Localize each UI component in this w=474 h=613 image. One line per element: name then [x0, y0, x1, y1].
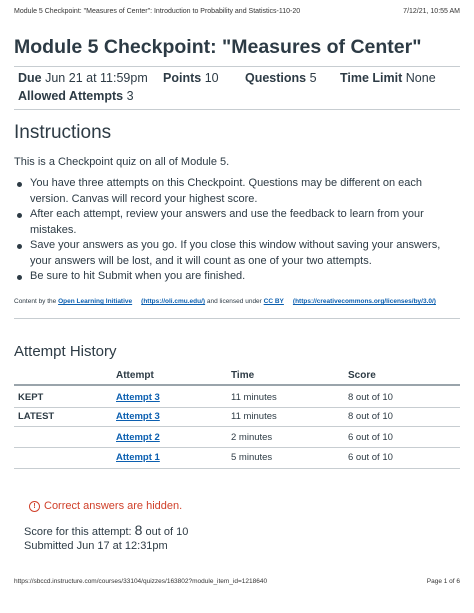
instruction-item: You have three attempts on this Checkpoint. Questions may be different on each version. Canvas will record your highest score.: [14, 176, 454, 207]
attempt-link[interactable]: Attempt 1: [116, 452, 160, 463]
attempt-score: 6 out of 10: [348, 432, 393, 443]
due-label: Due: [18, 71, 42, 85]
attempt-score-summary: Score for this attempt: 8 out of 10: [24, 522, 189, 538]
questions-value: 5: [309, 71, 317, 85]
print-header-datetime: 7/12/21, 10:55 AM: [403, 8, 460, 15]
points-meta: [163, 71, 219, 85]
due-meta: [18, 71, 148, 85]
col-header-score: Score: [348, 370, 376, 381]
due-value: Jun 21 at 11:59pm: [45, 71, 148, 85]
table-header-divider: [14, 384, 460, 386]
instruction-item: Be sure to hit Submit when you are finished.: [14, 269, 454, 285]
credit-divider: [14, 318, 460, 319]
points-label: Points: [163, 71, 202, 85]
row-divider: [14, 426, 460, 427]
bullet-icon: [17, 275, 22, 280]
attempt-time: 11 minutes: [231, 411, 277, 422]
print-footer-page: Page 1 of 6: [426, 578, 460, 585]
meta-divider: [14, 109, 460, 110]
answers-hidden-notice: [29, 500, 182, 512]
print-footer-url: https://sbccd.instructure.com/courses/33104/quizzes/163802?module_item_id=1218640: [14, 578, 268, 585]
col-header-attempt: Attempt: [116, 370, 154, 381]
questions-label: Questions: [245, 71, 307, 85]
submitted-time: Submitted Jun 17 at 12:31pm: [24, 540, 168, 552]
attempt-history-heading: Attempt History: [14, 343, 117, 360]
row-label-latest: LATEST: [18, 411, 55, 422]
warning-circle-icon: !: [29, 501, 40, 512]
time-limit-label: Time Limit: [340, 71, 403, 85]
cc-url-link[interactable]: (https://creativecommons.org/licenses/by/3.0/): [292, 298, 436, 305]
print-header-title: Module 5 Checkpoint: "Measures of Center": Introduction to Probability and Statistics-110-20: [14, 8, 301, 15]
attempt-score-value: 8: [134, 522, 143, 538]
allowed-attempts-meta: [18, 89, 134, 103]
instructions-list: [14, 176, 454, 285]
col-header-time: Time: [231, 370, 255, 381]
bullet-icon: [17, 244, 22, 249]
time-limit-value: None: [405, 71, 436, 85]
content-credit: Content by the Open Learning Initiative (https://oli.cmu.edu/) and licensed under CC BY (https://creativecommons.org/licenses/by/3.0/): [14, 298, 436, 305]
notice-text: Correct answers are hidden.: [44, 500, 183, 512]
questions-meta: [245, 71, 317, 85]
attempts-value: 3: [126, 89, 134, 103]
attempt-score: 8 out of 10: [348, 392, 393, 403]
attempt-score: 6 out of 10: [348, 452, 393, 463]
bullet-icon: [17, 213, 22, 218]
instructions-intro: This is a Checkpoint quiz on all of Module 5.: [14, 156, 230, 168]
page-title: Module 5 Checkpoint: "Measures of Center": [14, 36, 422, 58]
title-divider: [14, 66, 460, 67]
attempt-link[interactable]: Attempt 3: [116, 411, 160, 422]
attempt-score: 8 out of 10: [348, 411, 393, 422]
row-divider: [14, 468, 460, 469]
bullet-icon: [17, 182, 22, 187]
attempt-time: 11 minutes: [231, 392, 277, 403]
attempt-link[interactable]: Attempt 2: [116, 432, 160, 443]
points-value: 10: [204, 71, 219, 85]
row-divider: [14, 407, 460, 408]
instruction-item: After each attempt, review your answers and use the feedback to learn from your mistakes.: [14, 207, 454, 238]
instruction-item: Save your answers as you go. If you close this window without saving your answers, your answers will be lost, and it will count as one of your two attempts.: [14, 238, 454, 269]
time-limit-meta: [340, 71, 436, 85]
attempts-label: Allowed Attempts: [18, 89, 124, 103]
cc-by-link[interactable]: CC BY: [263, 298, 284, 305]
attempt-time: 2 minutes: [231, 432, 273, 443]
attempt-time: 5 minutes: [231, 452, 273, 463]
row-label-kept: KEPT: [18, 392, 44, 403]
oli-link[interactable]: Open Learning Initiative: [58, 298, 133, 305]
attempt-link[interactable]: Attempt 3: [116, 392, 160, 403]
row-divider: [14, 447, 460, 448]
oli-url-link[interactable]: (https://oli.cmu.edu/): [141, 298, 206, 305]
instructions-heading: Instructions: [14, 122, 112, 143]
